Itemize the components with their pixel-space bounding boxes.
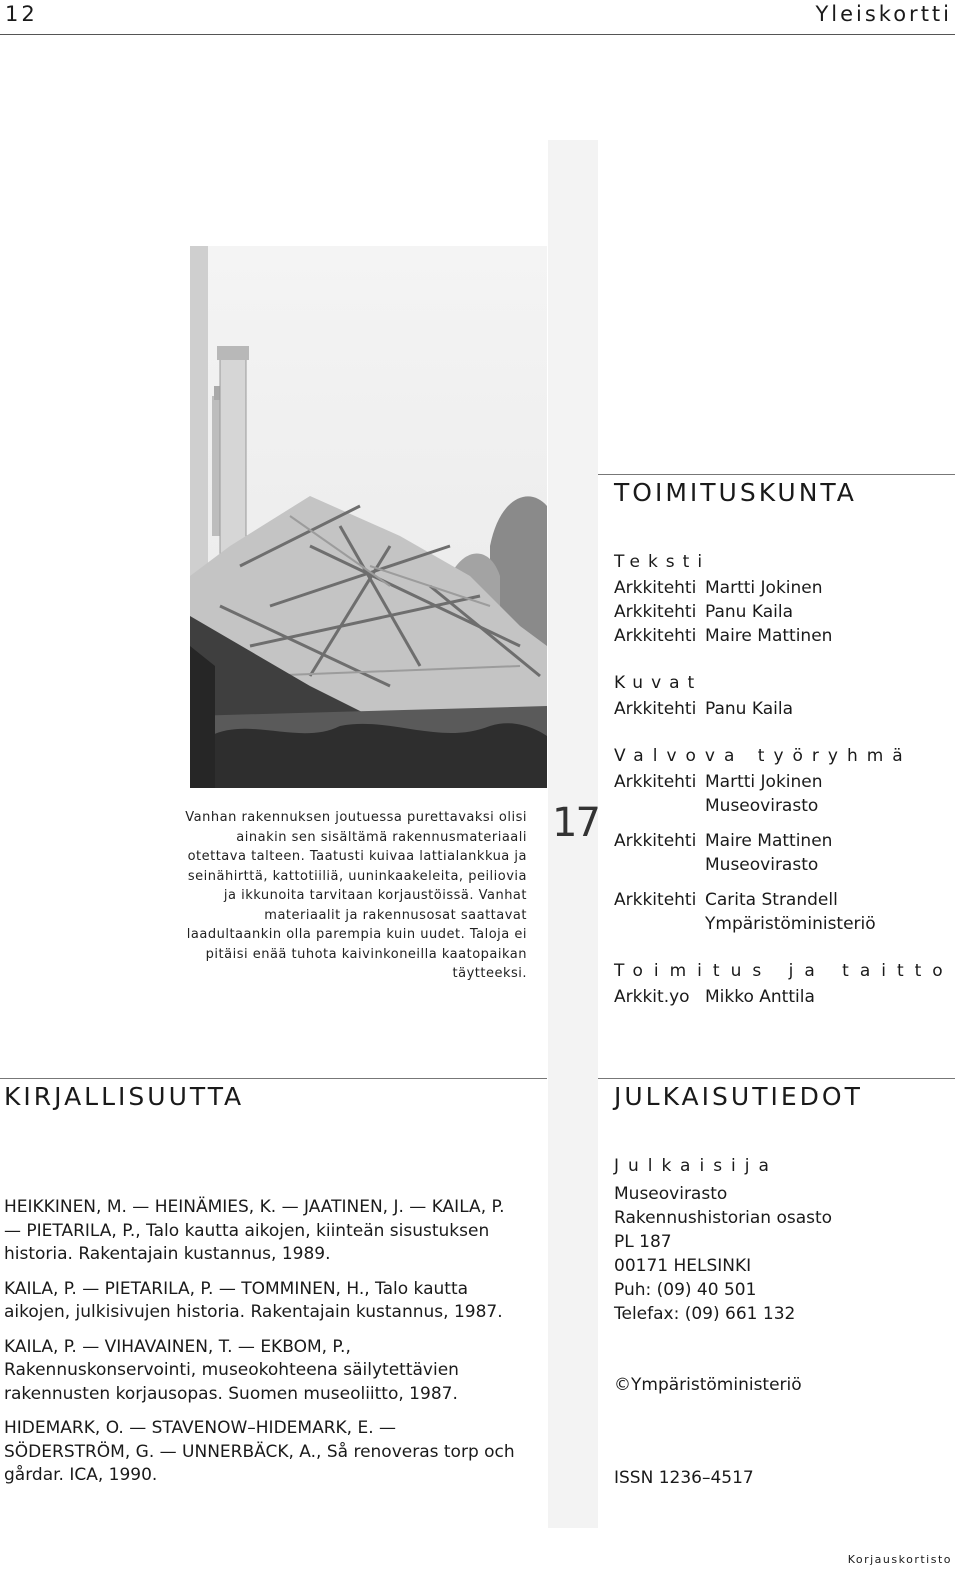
entry-authors: HIDEMARK, O. — STAVENOW–HIDEMARK, E. — SÖDERSTRÖM, G. — UNNERBÄCK, A. bbox=[4, 1418, 397, 1462]
credit-name: Martti Jokinen bbox=[705, 578, 823, 598]
julkaisutiedot-rule bbox=[598, 1078, 955, 1079]
literature-entry bbox=[4, 1278, 524, 1325]
teksti-label: Teksti bbox=[614, 552, 711, 572]
credit-row bbox=[614, 697, 954, 721]
toimituskunta-rule bbox=[598, 474, 955, 475]
credit-name: Martti Jokinen bbox=[705, 772, 823, 792]
footer-label: Korjauskortisto bbox=[847, 1553, 952, 1566]
credit-org bbox=[614, 794, 954, 818]
credit-role: Arkkitehti bbox=[614, 602, 697, 622]
kirjallisuutta-rule bbox=[0, 1078, 547, 1079]
literature-entry bbox=[4, 1417, 524, 1488]
julkaisutiedot-block bbox=[614, 1156, 832, 1326]
issn: ISSN 1236–4517 bbox=[614, 1468, 754, 1488]
credit-role: Arkkitehti bbox=[614, 831, 697, 851]
header-rule bbox=[0, 34, 955, 35]
credit-org bbox=[614, 912, 954, 936]
credit-row bbox=[614, 600, 954, 624]
credit-role: Arkkitehti bbox=[614, 772, 697, 792]
credit-row bbox=[614, 576, 954, 600]
copyright: ©Ympäristöministeriö bbox=[614, 1375, 802, 1395]
credit-name: Mikko Anttila bbox=[705, 987, 815, 1007]
credit-row bbox=[614, 770, 954, 794]
publisher-line: Rakennushistorian osasto bbox=[614, 1208, 833, 1228]
credit-row bbox=[614, 624, 954, 648]
entry-title: , Så renoveras torp och gårdar. ICA, 1990. bbox=[4, 1441, 515, 1485]
credit-name: Panu Kaila bbox=[705, 602, 793, 622]
credit-org-name: Ympäristöministeriö bbox=[705, 914, 876, 934]
demolition-photo bbox=[190, 246, 547, 788]
card-number: 17 bbox=[552, 800, 599, 846]
credit-row bbox=[614, 985, 954, 1009]
credit-row bbox=[614, 829, 954, 853]
photo-caption: Vanhan rakennuksen joutuessa purettavaksi olisi ainakin sen sisältämä rakennusmateriaali otettava talteen. Taatusti kuivaa lattialankkua ja seinähirttä, kattotiiliä, uuninkaakeleita, peiliovia ja ikkunoita tarvitaan korjaustöissä. Vanhat materiaalit ja rakennusosat saattavat laadultaankin olla parempia kuin uudet. Taloja ei pitäisi enää tuhota kaivinkoneilla kaatopaikan täytteeksi. bbox=[185, 810, 527, 981]
publisher-line: 00171 HELSINKI bbox=[614, 1256, 752, 1276]
literature-entry bbox=[4, 1336, 524, 1407]
literature-entry bbox=[4, 1196, 524, 1267]
credit-row bbox=[614, 888, 954, 912]
literature-list bbox=[4, 1196, 524, 1499]
kirjallisuutta-title: KIRJALLISUUTTA bbox=[4, 1082, 245, 1111]
entry-title: , Rakennuskonservointi, museokohteena säilytettävien rakennusten korjausopas. Suomen museoliitto, 1987. bbox=[4, 1336, 459, 1404]
publisher-line: Telefax: (09) 661 132 bbox=[614, 1304, 796, 1324]
credit-name: Maire Mattinen bbox=[705, 626, 833, 646]
publisher-line: Museovirasto bbox=[614, 1184, 728, 1204]
credit-name: Carita Strandell bbox=[705, 890, 838, 910]
credit-role: Arkkitehti bbox=[614, 626, 697, 646]
credit-org bbox=[614, 853, 954, 877]
credit-role: Arkkitehti bbox=[614, 578, 697, 598]
toimitus-label: Toimitus ja taitto bbox=[614, 961, 954, 981]
publisher-line: PL 187 bbox=[614, 1232, 672, 1252]
entry-title: , Talo kautta aikojen, julkisivujen historia. Rakentajain kustannus, 1987. bbox=[4, 1278, 503, 1322]
entry-title: , Talo kautta aikojen, kiinteän sisustuksen historia. Rakentajain kustannus, 1989. bbox=[4, 1220, 490, 1264]
credit-org-name: Museovirasto bbox=[705, 796, 819, 816]
kuvat-label: Kuvat bbox=[614, 673, 703, 693]
entry-authors: KAILA, P. — PIETARILA, P. — TOMMINEN, H. bbox=[4, 1278, 365, 1299]
credit-role: Arkkit.yo bbox=[614, 987, 690, 1007]
toimituskunta-title: TOIMITUSKUNTA bbox=[614, 478, 857, 507]
credit-org-name: Museovirasto bbox=[705, 855, 819, 875]
entry-authors: HEIKKINEN, M. — HEINÄMIES, K. — JAATINEN, J. — KAILA, P. — PIETARILA, P. bbox=[4, 1197, 505, 1241]
credit-name: Panu Kaila bbox=[705, 699, 793, 719]
toimituskunta-block bbox=[614, 552, 954, 1009]
page-number: 12 bbox=[5, 2, 38, 26]
valvova-label: Valvova työryhmä bbox=[614, 746, 912, 766]
julkaisija-label: Julkaisija bbox=[614, 1156, 778, 1176]
publisher-line: Puh: (09) 40 501 bbox=[614, 1280, 757, 1300]
section-title: Yleiskortti bbox=[815, 2, 952, 26]
julkaisutiedot-title: JULKAISUTIEDOT bbox=[614, 1082, 863, 1111]
credit-name: Maire Mattinen bbox=[705, 831, 833, 851]
credit-role: Arkkitehti bbox=[614, 890, 697, 910]
credit-role: Arkkitehti bbox=[614, 699, 697, 719]
entry-authors: KAILA, P. — VIHAVAINEN, T. — EKBOM, P. bbox=[4, 1336, 346, 1357]
